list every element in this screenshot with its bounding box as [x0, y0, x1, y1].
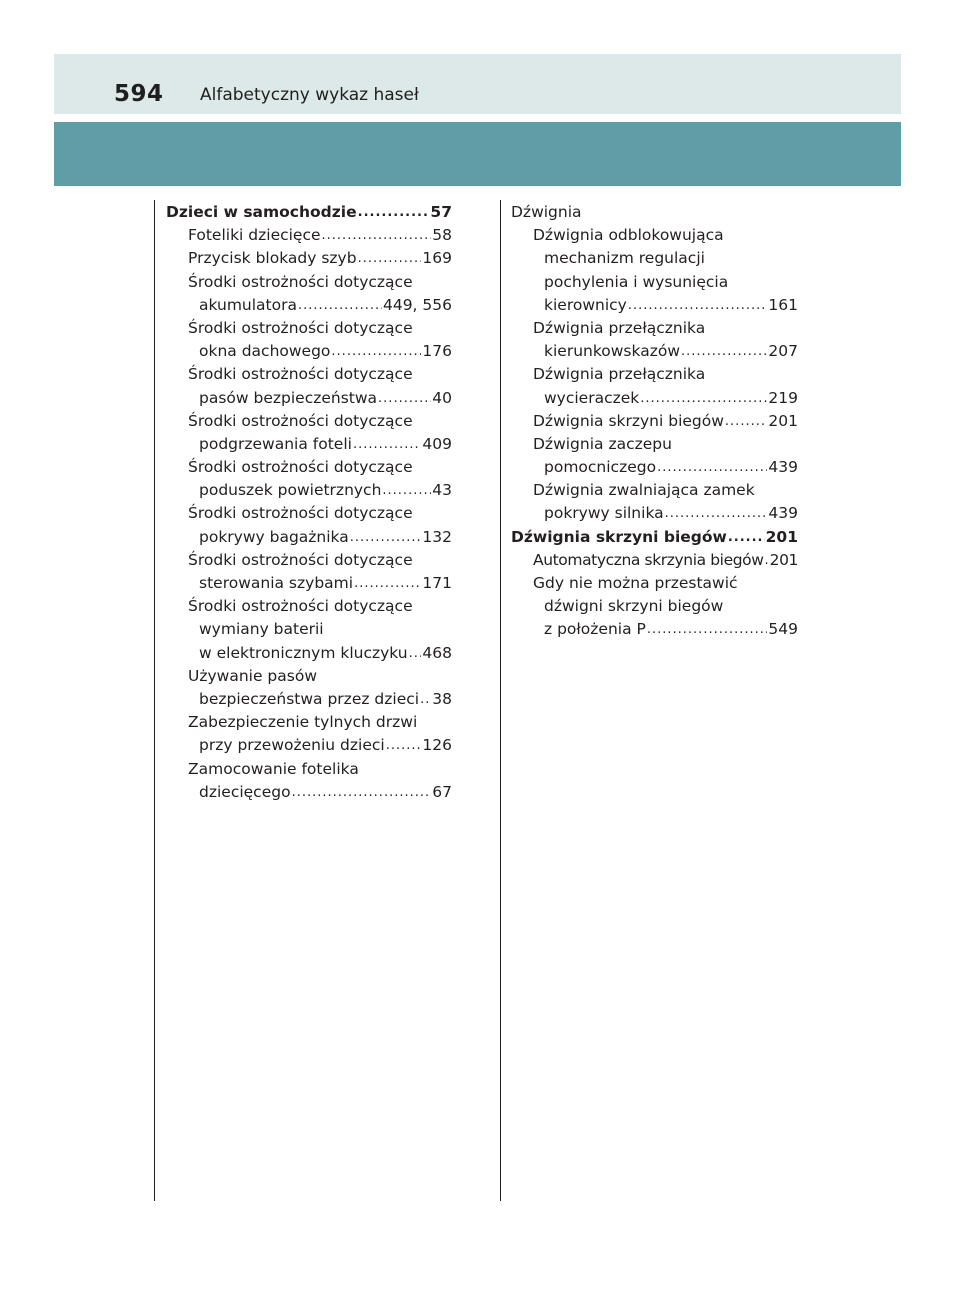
entry-text: Foteliki dziecięce: [188, 226, 321, 245]
index-entry: [511, 433, 798, 456]
entry-text: Środki ostrożności dotyczące: [188, 458, 413, 477]
entry-text: Używanie pasów: [188, 666, 317, 685]
entry-text: Środki ostrożności dotyczące: [188, 272, 413, 291]
entry-text: pasów bezpieczeństwa: [199, 388, 378, 407]
index-column-left: [166, 201, 452, 804]
index-entry: [166, 642, 452, 665]
entry-text: Dźwignia zwalniająca zamek: [533, 481, 755, 500]
page-reference: 219: [768, 388, 798, 407]
entry-text: przy przewożeniu dzieci: [199, 736, 385, 755]
entry-text: pomocniczego: [544, 458, 657, 477]
index-entry: [166, 224, 452, 247]
index-entry: [511, 363, 798, 386]
left-column-rule: [154, 200, 155, 1201]
header-color-band: [54, 122, 901, 186]
dot-leader: [382, 479, 431, 502]
dot-leader: [350, 526, 422, 549]
dot-leader: [354, 572, 421, 595]
entry-text: Środki ostrożności dotyczące: [188, 597, 413, 616]
index-entry: [166, 247, 452, 270]
page-reference: 201: [769, 550, 798, 569]
entry-text: Przycisk blokady szyb: [188, 249, 357, 268]
entry-text: Środki ostrożności dotyczące: [188, 365, 413, 384]
entry-text: wymiany baterii: [199, 620, 324, 639]
index-entry: [166, 618, 452, 641]
dot-leader: [353, 433, 421, 456]
dot-leader: [647, 618, 768, 641]
index-entry: [166, 688, 452, 711]
index-entry: [511, 456, 798, 479]
dot-leader: [420, 688, 431, 711]
section-title: Alfabetyczny wykaz haseł: [200, 85, 419, 105]
index-entry: [166, 479, 452, 502]
index-entry: [511, 618, 798, 641]
entry-text: podgrzewania foteli: [199, 434, 352, 453]
dot-leader: [298, 294, 382, 317]
index-entry: [511, 387, 798, 410]
entry-text: Środki ostrożności dotyczące: [188, 550, 413, 569]
dot-leader: [728, 526, 765, 549]
index-entry: [166, 526, 452, 549]
entry-text: bezpieczeństwa przez dzieci: [199, 689, 420, 708]
index-entry: [511, 549, 798, 572]
index-entry: [511, 271, 798, 294]
index-entry: [511, 201, 798, 224]
page-reference: 67: [432, 782, 452, 801]
page-reference: 169: [422, 249, 452, 268]
entry-text: Środki ostrożności dotyczące: [188, 318, 413, 337]
index-column-right: [511, 201, 798, 642]
dot-leader: [640, 387, 767, 410]
index-entry: [166, 387, 452, 410]
index-entry: [166, 317, 452, 340]
entry-text: Dźwignia odblokowująca: [533, 226, 724, 245]
page-reference: 449, 556: [382, 295, 452, 314]
page-reference: 40: [432, 388, 452, 407]
index-entry: [166, 549, 452, 572]
page-reference: 57: [430, 203, 452, 221]
page-reference: 201: [765, 527, 798, 546]
entry-text: Dźwignia skrzyni biegów: [533, 411, 724, 430]
index-entry: [511, 595, 798, 618]
dot-leader: [657, 456, 767, 479]
index-entry: [166, 271, 452, 294]
entry-text: kierownicy: [544, 295, 627, 314]
index-entry: [166, 781, 452, 804]
index-entry: [166, 433, 452, 456]
dot-leader: [358, 247, 422, 270]
index-entry: [166, 294, 452, 317]
entry-text: Automatyczna skrzynia biegów: [533, 550, 764, 569]
index-entry: [166, 340, 452, 363]
index-entry: [511, 479, 798, 502]
dot-leader: [628, 294, 768, 317]
entry-text: Dzieci w samochodzie: [166, 203, 357, 221]
dot-leader: [681, 340, 767, 363]
entry-text: Gdy nie można przestawić: [533, 574, 738, 592]
page-reference: 468: [422, 643, 452, 662]
index-entry: [511, 247, 798, 270]
index-entry: [166, 734, 452, 757]
page-reference: 207: [768, 342, 798, 361]
entry-text: poduszek powietrznych: [199, 481, 382, 500]
dot-leader: [292, 781, 432, 804]
index-entry: [166, 201, 452, 224]
page-reference: 132: [422, 527, 452, 546]
entry-text: dźwigni skrzyni biegów: [544, 597, 724, 616]
entry-text: okna dachowego: [199, 342, 331, 361]
entry-text: pochylenia i wysunięcia: [544, 272, 729, 291]
entry-text: pokrywy bagażnika: [199, 527, 349, 546]
entry-text: Środki ostrożności dotyczące: [188, 411, 413, 430]
index-entry: [166, 363, 452, 386]
index-entry: [511, 526, 798, 549]
dot-leader: [765, 549, 769, 572]
entry-text: pokrywy silnika: [544, 504, 664, 523]
page-reference: 171: [422, 574, 452, 592]
dot-leader: [665, 502, 768, 525]
index-entry: [166, 502, 452, 525]
entry-text: dziecięcego: [199, 782, 291, 801]
index-entry: [166, 410, 452, 433]
index-entry: [511, 224, 798, 247]
page-reference: 58: [432, 226, 452, 245]
page-reference: 201: [768, 411, 798, 430]
entry-text: kierunkowskazów: [544, 342, 680, 361]
index-entry: [511, 294, 798, 317]
page-reference: 439: [768, 504, 798, 523]
right-column-rule: [500, 200, 501, 1201]
entry-text: Dźwignia: [511, 203, 582, 221]
index-entry: [166, 758, 452, 781]
entry-text: sterowania szybami: [199, 574, 354, 592]
entry-text: mechanizm regulacji: [544, 249, 705, 268]
page-reference: 549: [768, 620, 798, 639]
page-reference: 439: [768, 458, 798, 477]
index-entry: [511, 317, 798, 340]
entry-text: Zamocowanie fotelika: [188, 759, 359, 778]
entry-text: Dźwignia przełącznika: [533, 365, 706, 384]
index-entry: [166, 665, 452, 688]
index-entry: [166, 456, 452, 479]
entry-text: akumulatora: [199, 295, 297, 314]
entry-text: Zabezpieczenie tylnych drzwi: [188, 713, 418, 732]
index-entry: [166, 711, 452, 734]
dot-leader: [322, 224, 432, 247]
index-entry: [511, 502, 798, 525]
dot-leader: [409, 642, 422, 665]
dot-leader: [331, 340, 421, 363]
entry-text: Dźwignia zaczepu: [533, 434, 672, 453]
index-entry: [166, 595, 452, 618]
page-reference: 126: [422, 736, 452, 755]
entry-text: wycieraczek: [544, 388, 640, 407]
index-entry: [511, 340, 798, 363]
index-entry: [511, 572, 798, 595]
page-reference: 161: [768, 295, 798, 314]
entry-text: z położenia P: [544, 620, 646, 639]
entry-text: w elektronicznym kluczyku: [199, 643, 408, 662]
dot-leader: [358, 201, 430, 224]
index-entry: [511, 410, 798, 433]
page-reference: 409: [422, 434, 452, 453]
page-reference: 38: [432, 689, 452, 708]
entry-text: Dźwignia skrzyni biegów: [511, 527, 727, 546]
dot-leader: [378, 387, 431, 410]
page-reference: 43: [432, 481, 452, 500]
page-reference: 176: [422, 342, 452, 361]
entry-text: Środki ostrożności dotyczące: [188, 504, 413, 523]
dot-leader: [725, 410, 767, 433]
index-entry: [166, 572, 452, 595]
dot-leader: [386, 734, 422, 757]
page-number: 594: [114, 81, 164, 107]
header-bar: [54, 54, 901, 114]
entry-text: Dźwignia przełącznika: [533, 318, 706, 337]
